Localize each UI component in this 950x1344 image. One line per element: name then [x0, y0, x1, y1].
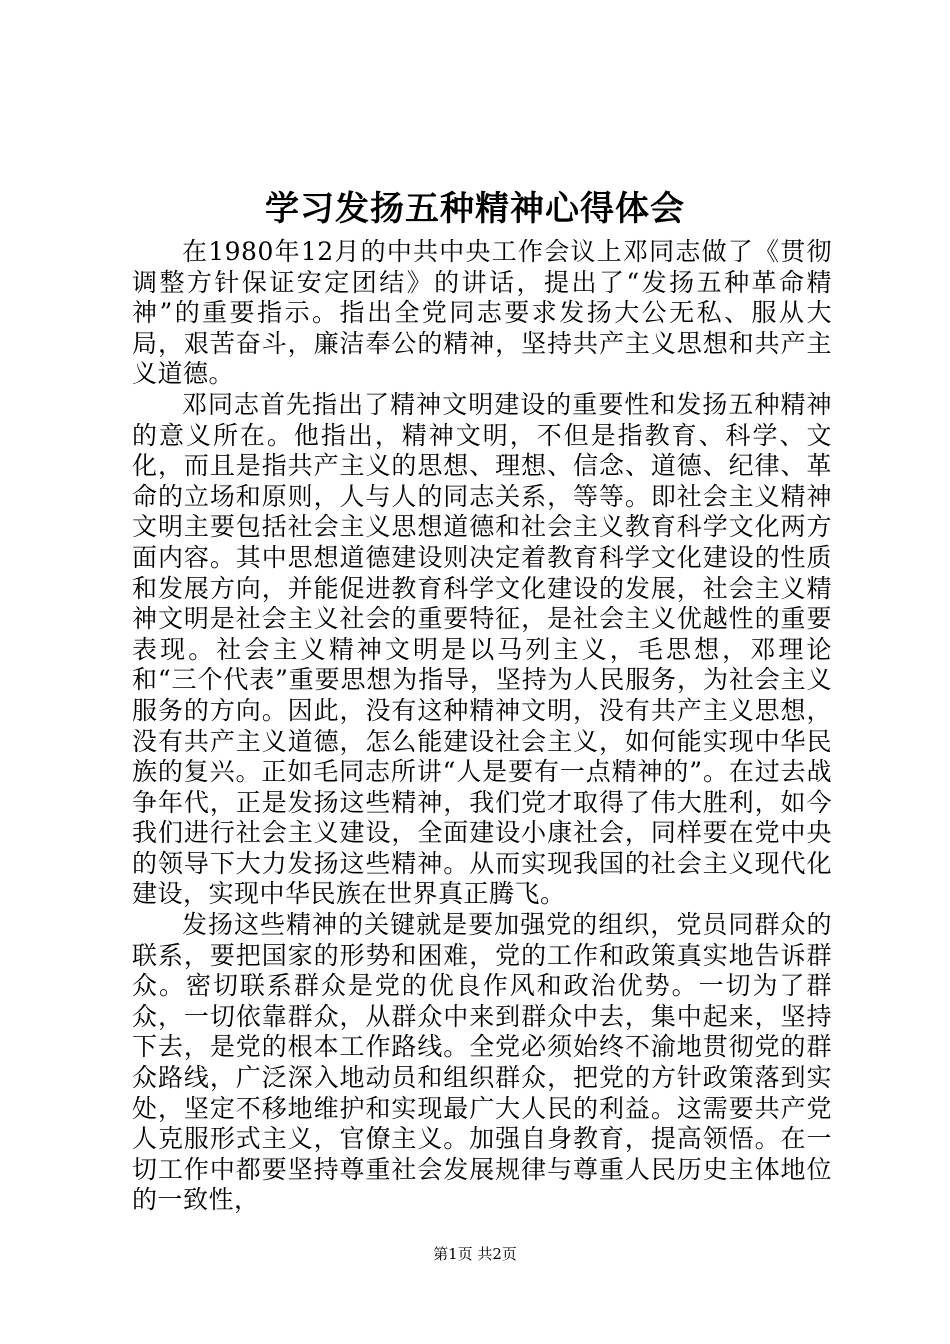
- paragraph-3: 发扬这些精神的关键就是要加强党的组织，党员同群众的联系，要把国家的形势和困难，党的工作和政策真实地告诉群众。密切联系群众是党的优良作风和政治优势。一切为了群众，一切依靠群众，从群众中来到群众中去，集中起来，坚持下去，是党的根本工作路线。全党必须始终不渝地贯彻党的群众路线，广泛深入地动员和组织群众，把党的方针政策落到实处，坚定不移地维护和实现最广大人民的利益。这需要共产党人克服形式主义，官僚主义。加强自身教育，提高领悟。在一切工作中都要坚持尊重社会发展规律与尊重人民历史主体地位的一致性，: [132, 910, 832, 1215]
- page-number-footer: 第1页 共2页: [433, 1245, 517, 1263]
- paragraph-2: 邓同志首先指出了精神文明建设的重要性和发扬五种精神的意义所在。他指出，精神文明，不但是指教育、科学、文化，而且是指共产主义的思想、理想、信念、道德、纪律、革命的立场和原则，人与人的同志关系，等等。即社会主义精神文明主要包括社会主义思想道德和社会主义教育科学文化两方面内容。其中思想道德建设则决定着教育科学文化建设的性质和发展方向，并能促进教育科学文化建设的发展，社会主义精神文明是社会主义社会的重要特征，是社会主义优越性的重要表现。社会主义精神文明是以马列主义，毛思想，邓理论和“三个代表”重要思想为指导，坚持为人民服务，为社会主义服务的方向。因此，没有这种精神文明，没有共产主义思想，没有共产主义道德，怎么能建设社会主义，如何能实现中华民族的复兴。正如毛同志所讲“人是要有一点精神的”。在过去战争年代，正是发扬这些精神，我们党才取得了伟大胜利，如今我们进行社会主义建设，全面建设小康社会，同样要在党中央的领导下大力发扬这些精神。从而实现我国的社会主义现代化建设，实现中华民族在世界真正腾飞。: [132, 389, 832, 909]
- document-body: [132, 237, 832, 1216]
- document-title: 学习发扬五种精神心得体会: [265, 189, 685, 229]
- paragraph-1: 在1980年12月的中共中央工作会议上邓同志做了《贯彻调整方针保证安定团结》的讲话，提出了“发扬五种革命精神”的重要指示。指出全党同志要求发扬大公无私、服从大局，艰苦奋斗，廉洁奉公的精神，坚持共产主义思想和共产主义道德。: [132, 237, 832, 389]
